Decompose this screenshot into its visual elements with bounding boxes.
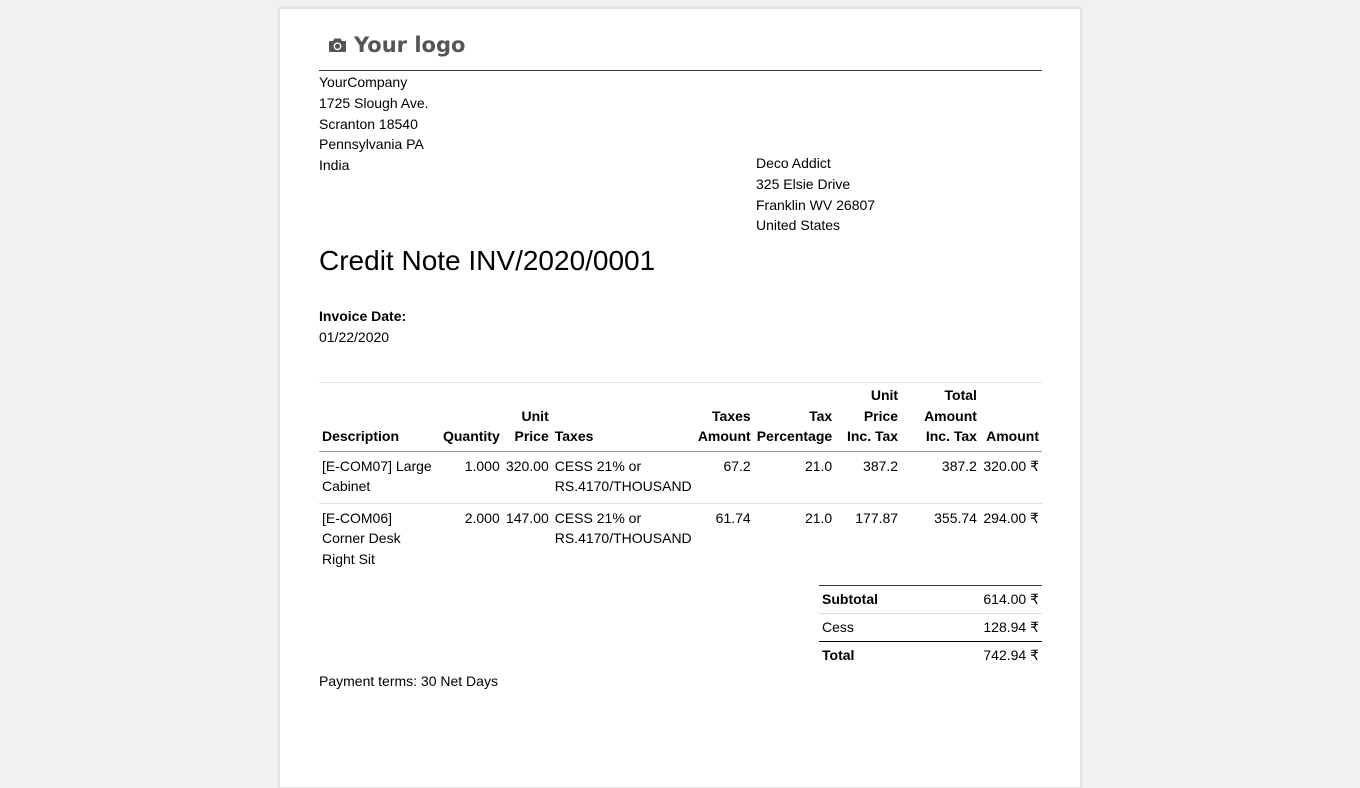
company-state: Pennsylvania PA [319, 136, 424, 153]
table-row [319, 451, 1042, 503]
cell-quantity: 2.000 [439, 503, 503, 575]
company-street: 1725 Slough Ave. [319, 94, 429, 111]
company-city: Scranton 18540 [319, 115, 418, 132]
col-header-taxes-amount: Taxes Amount [695, 383, 754, 452]
col-header-description: Description [319, 383, 439, 452]
total-label: Total [819, 642, 931, 670]
partner-street: 325 Elsie Drive [756, 175, 851, 192]
company-name: YourCompany [319, 74, 408, 90]
company-country: India [319, 157, 350, 174]
subtotal-label: Subtotal [819, 586, 931, 614]
tax-row [819, 614, 1042, 642]
partner-city: Franklin WV 26807 [756, 196, 876, 213]
table-header-row [319, 383, 1042, 452]
cell-total-amount-inc-tax: 387.2 [941, 457, 977, 474]
partner-name: Deco Addict [756, 155, 831, 171]
subtotal-value: 614.00 ₹ [931, 586, 1042, 614]
cell-taxes: CESS 21% or RS.4170/THOUSAND [554, 457, 692, 494]
document-title: Credit Note INV/2020/0001 [319, 245, 656, 276]
cell-amount: 294.00 ₹ [980, 503, 1042, 575]
invoice-date-label: Invoice Date: [319, 308, 407, 324]
tax-value: 128.94 ₹ [931, 614, 1042, 642]
company-logo [328, 33, 465, 57]
payment-terms: Payment terms: 30 Net Days [319, 673, 498, 689]
col-header-unit-price: Unit Price [503, 383, 552, 452]
cell-quantity: 1.000 [464, 457, 500, 474]
cell-unit-price-inc-tax: 177.87 [835, 503, 901, 575]
col-header-total-amount-inc-tax: Total Amount Inc. Tax [901, 383, 980, 452]
cell-description: [E-COM07] Large Cabinet [322, 457, 432, 494]
invoice-date-block [319, 306, 406, 348]
cell-taxes-amount: 61.74 [695, 503, 754, 575]
header-divider [319, 70, 1042, 71]
col-header-tax-percentage: Tax Percentage [754, 383, 835, 452]
partner-address [756, 155, 1042, 246]
total-row [819, 642, 1042, 670]
col-header-quantity: Quantity [439, 383, 503, 452]
table-row [319, 503, 1042, 575]
cell-taxes: CESS 21% or RS.4170/THOUSAND [552, 503, 695, 575]
cell-description: [E-COM06] Corner Desk Right Sit [319, 503, 439, 575]
subtotal-row [819, 586, 1042, 614]
cell-tax-percentage: 21.0 [804, 457, 833, 474]
camera-icon [328, 37, 347, 53]
col-header-taxes: Taxes [552, 383, 695, 452]
totals-table [819, 585, 1042, 669]
invoice-lines-table [319, 382, 1042, 575]
cell-unit-price: 320.00 [505, 457, 549, 474]
logo-text: Your logo [354, 33, 466, 57]
cell-taxes-amount: 67.2 [723, 457, 751, 474]
cell-tax-percentage: 21.0 [754, 503, 835, 575]
invoice-date-value: 01/22/2020 [319, 328, 390, 345]
partner-country: United States [756, 217, 841, 234]
col-header-amount: Amount [980, 383, 1042, 452]
cell-total-amount-inc-tax: 355.74 [901, 503, 980, 575]
company-address [319, 72, 429, 176]
col-header-unit-price-inc-tax: Unit Price Inc. Tax [835, 383, 901, 452]
cell-unit-price: 147.00 [503, 503, 552, 575]
cell-amount: 320.00 ₹ [983, 457, 1039, 474]
cell-unit-price-inc-tax: 387.2 [863, 457, 899, 474]
invoice-page [279, 8, 1081, 788]
total-value: 742.94 ₹ [931, 642, 1042, 670]
tax-label: Cess [819, 614, 931, 642]
